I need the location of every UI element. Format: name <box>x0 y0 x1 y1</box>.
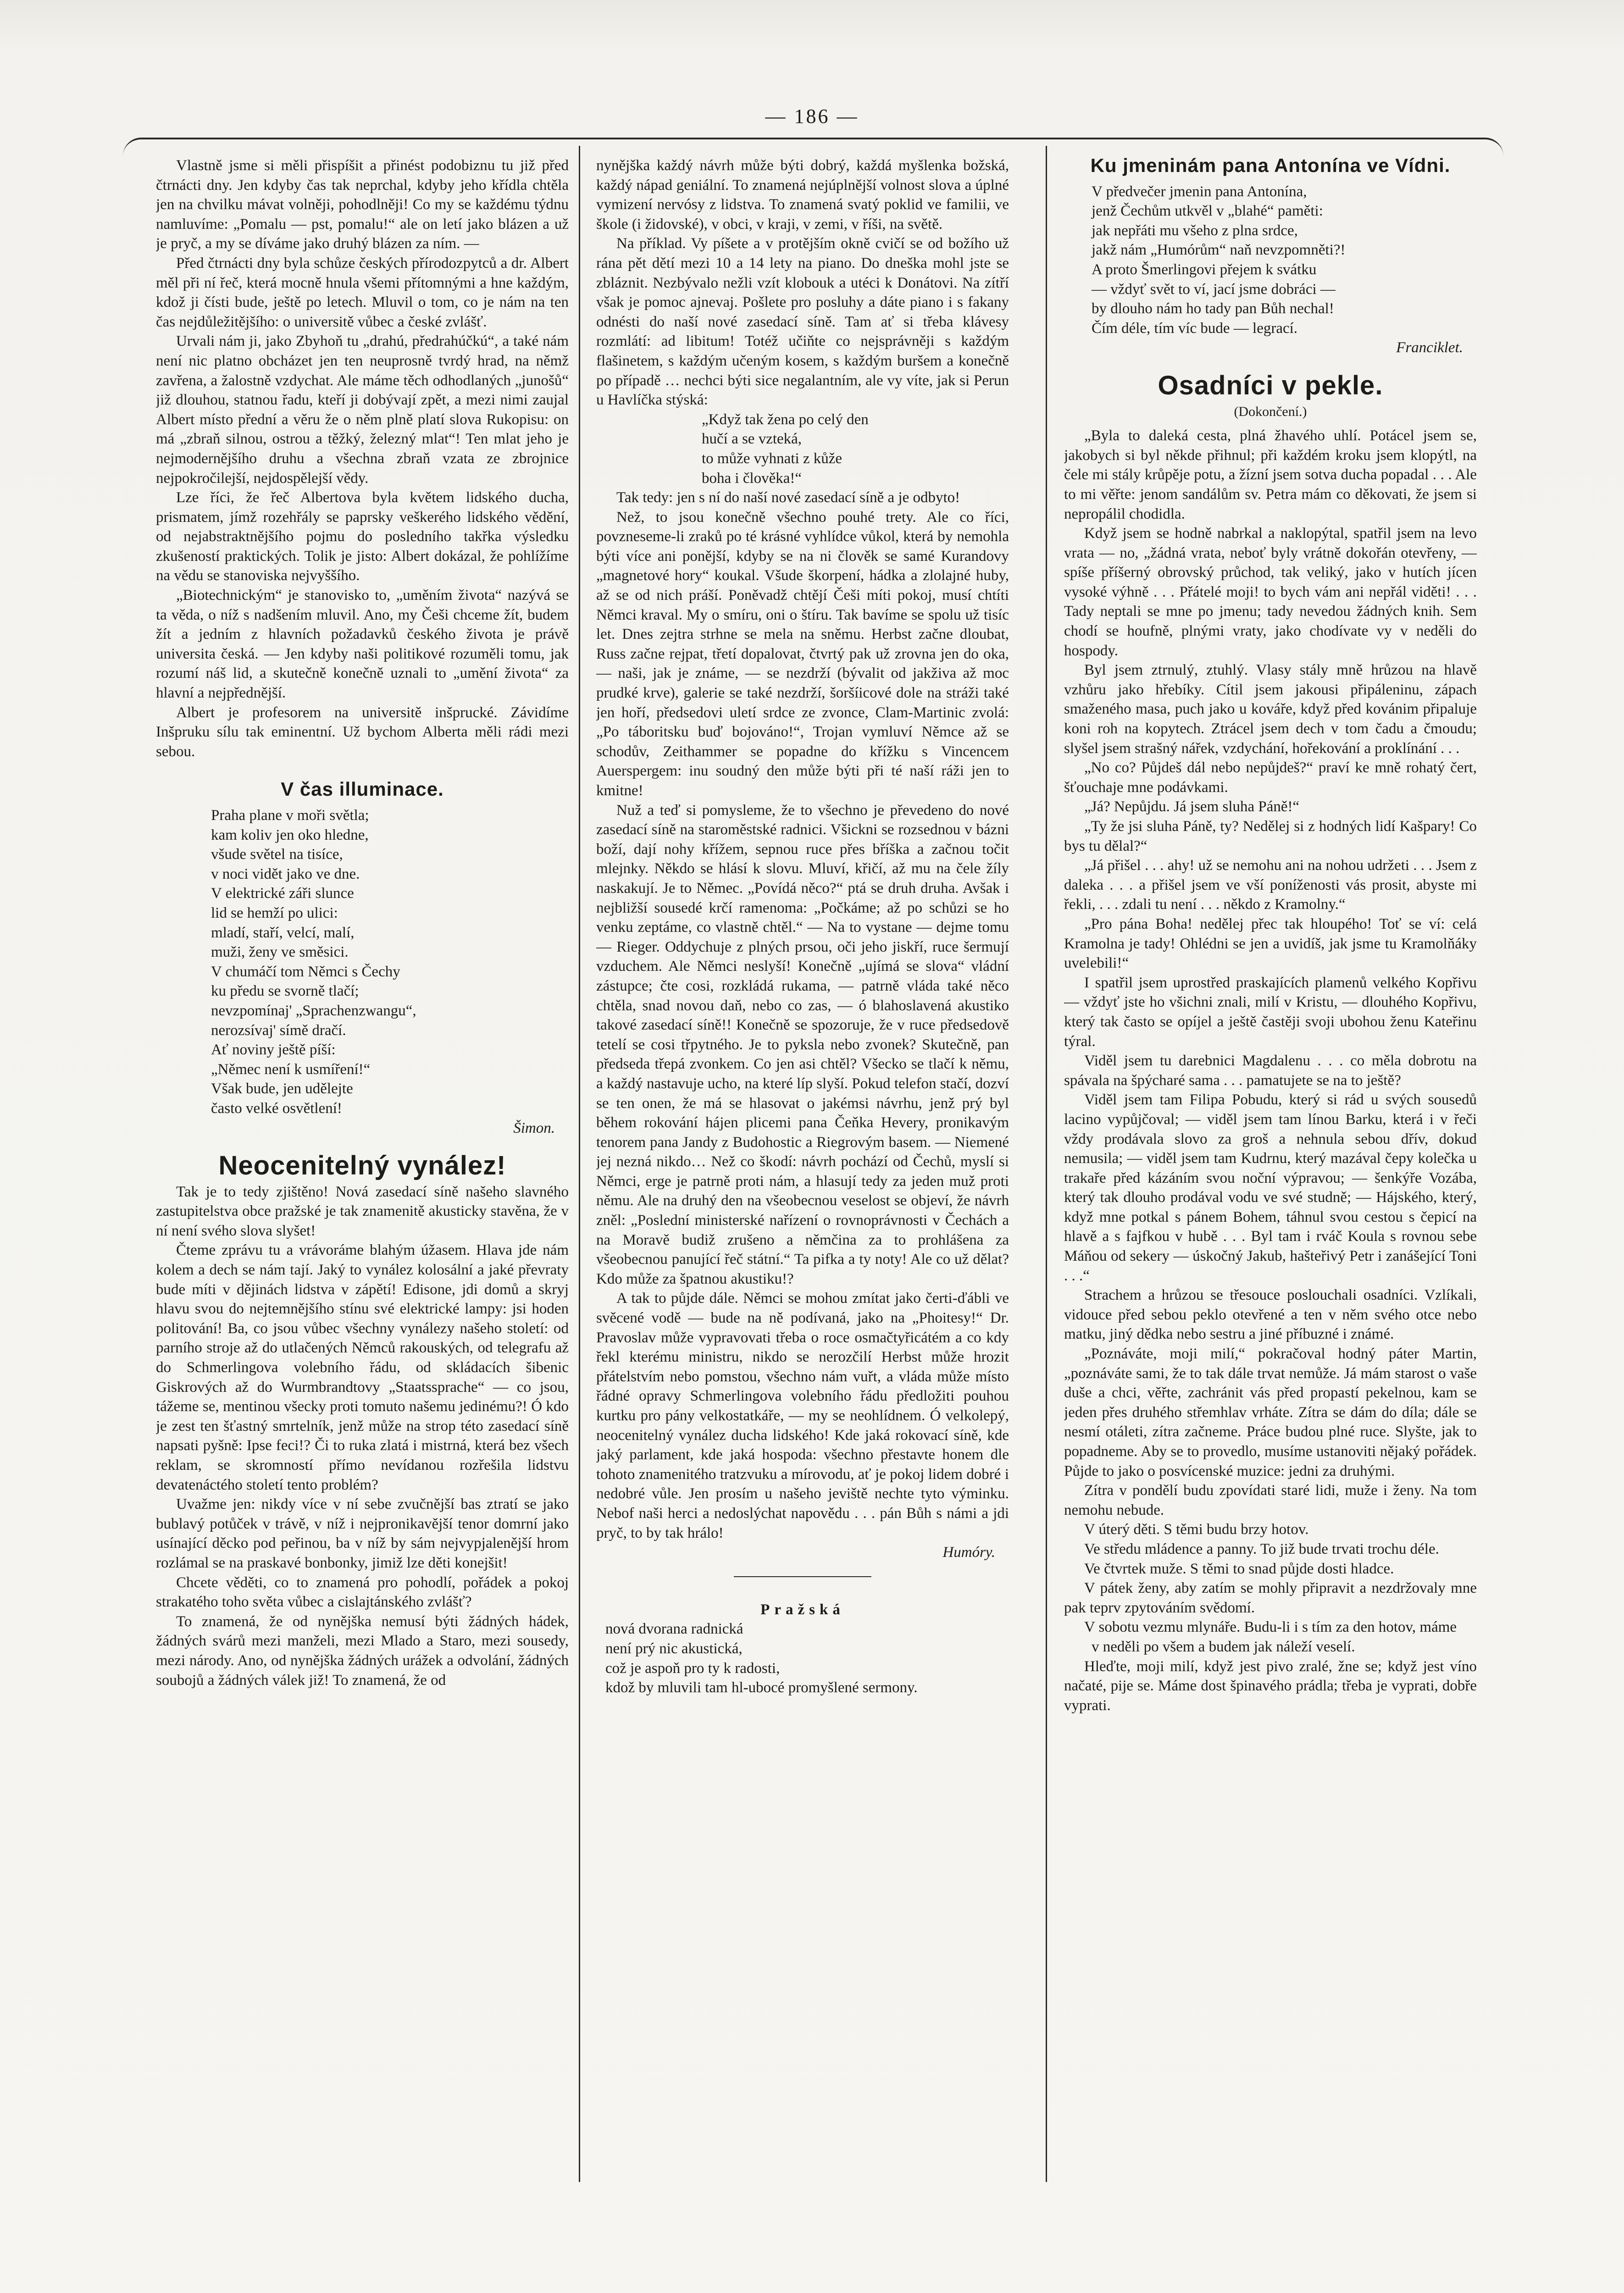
paragraph: Viděl jsem tam Filipa Pobudu, který si rád u svých sousedů lacino vypůjčoval; — viděl jsem tam línou Barku, která i v řeči vždy prodávala slovo za groš a nehnula sebou dřív, dokud nemusila; — viděl jsem tam Kudrnu, který mazával čepy kolečka u trakaře před kázáním svou noční výpravou; — šenkýře Vozába, který tak dlouho prodával vodu ve své studně; — Hájského, který, když mne potkal s pánem Bohem, táhnul svou cestou s čepicí na hlavě a s fajfkou v hubě . . . Byl tam i rváč Koula s rovnou sebe Máňou od sekery — úskočný Jakub, hašteřivý Petr i zanášející Toni . . .“ <box>1064 1091 1477 1284</box>
verse-line: Ať noviny ještě píší: <box>211 1041 336 1058</box>
verse-line: kam koliv jen oko hledne, <box>211 826 369 843</box>
verse-line: to může vyhnati z kůže <box>702 450 842 467</box>
paragraph: I spatřil jsem uprostřed praskajících plamenů velkého Kopřivu — vždyť jste ho všichni znali, milí v Kristu, — dlouhého Kopřivu, který tak často se opíjel a ještě častěji svoji ubohou ženu Kateřinu týral. <box>1064 974 1477 1050</box>
verse-line: nerozsívaj' símě dračí. <box>211 1022 346 1039</box>
verse-line: mladí, staří, velcí, malí, <box>211 924 355 941</box>
article-title-vynalez: Neocenitelný vynález! <box>218 1151 506 1181</box>
verse-line: ku předu se svorně tlačí; <box>211 983 359 1000</box>
paragraph: Nuž a teď si pomysleme, že to všechno je převedeno do nové zasedací síně na staroměstské radnici. Všickni se rozsednou v bázni boží, dají nohy křížem, sepnou ruce přes bříška a začnou točit mlejnky. Někdo se hlásí k slovu. Mluví, křičí, až mu na čele žíly naskakují. Je to Němec. „Povídá něco?“ ptá se druh druha. Avšak i nejbližší sousedé krčí ramenoma: „Počkáme; až po schůzi se ho venku zeptáme, co vlastně chtěl.“ — Na to vystane — dejme tomu — Rieger. Oddychuje z plných prsou, oči jeho jiskří, ruce šermují vzduchem. Ale Němci neslyší! Konečně „ujímá se slova“ vládní zástupce; čte cosi, rozkládá rukama, — patrně vláda také něco chtěla, snad novou daň, nebo co zas, — ó blahoslavená akustiko takové zasedací síně!! Konečně se spozoruje, že v ruce předsedově tetelí se cosi třpytného. Je to pyksla nebo zvonek? Skutečně, pan předseda třepá zvonkem. Co jen asi chtěl? Všecko se tlačí k němu, a každý nastavuje ucho, na které líp slyší. Pokud telefon stačí, dozví se ten onen, že má se hlasovat o jakémsi návrhu, jenž prý byl během rokování hájen plicemi pana Čeňka Hevery, pronikavým tenorem pana Jandy z Budohostic a Riegrovým basem. — Niemené jej nezná nikdo… Než co škodí: návrh pochází od Čechů, myslí si Němci, erge je patrně proti nám, a hlasují tedy za jeden muž proti němu. Ale na druhý den na všeobecnou veselost se objeví, že návrh zněl: „Poslední ministerské nařízení o rovnoprávnosti v Čechách a na Moravě budiž zrušeno a němčina za to prohlášena za všeobecnou panující řeč státní.“ Ta pifka a ty noty! Ale co už dělat? Kdo může za špatnou akustiku!? <box>596 802 1009 1287</box>
verse-line: nová dvorana radnická <box>605 1621 743 1638</box>
verse-line: A proto Šmerlingovi přejem k svátku <box>1092 261 1317 278</box>
paragraph: Hleďte, moji milí, když jest pivo zralé, žne se; když jest víno načaté, pije se. Máme dost špinavého prádla; třeba je vyprati, dobře vyprati. <box>1064 1658 1477 1714</box>
section-divider <box>734 1576 871 1577</box>
column-3 <box>1064 156 1477 2183</box>
column-divider <box>579 146 580 2182</box>
paragraph: nynějška každý návrh může býti dobrý, každá myšlenka božská, každý nápad geniální. To znamená nejúplnější volnost slova a úplné vymizení nervósy z lidstva. To znamená svatý poklid ve familii, ve škole (i židovské), v obci, v kraji, v zemi, v říši, na světě. <box>596 157 1009 233</box>
paragraph: V sobotu vezmu mlynáře. Budu-li i s tím za den hotov, máme <box>1084 1619 1457 1636</box>
paragraph: Albert je profesorem na universitě inšprucké. Závidíme Inšpruku sílu tak eminentní. Už bychom Alberta měli rádi mezi sebou. <box>156 704 569 760</box>
paragraph: „No co? Půjdeš dál nebo nepůjdeš?“ praví ke mně rohatý čert, šťouchaje mne podávkami. <box>1064 759 1477 796</box>
paragraph: V úterý děti. S těmi budu brzy hotov. <box>1084 1521 1309 1538</box>
verse-line: by dlouho nám ho tady pan Bůh nechal! <box>1092 300 1334 317</box>
paragraph: Chcete věděti, co to znamená pro pohodlí, pořádek a pokoj strakatého toho světa vůbec a cislajtánského zvlášť? <box>156 1574 569 1611</box>
verse-line: jakž nám „Humórům“ naň nevzpomněti?! <box>1092 242 1346 259</box>
verse-line: Však bude, jen udělejte <box>211 1080 353 1097</box>
verse-line: Praha plane v moři světla; <box>211 807 369 824</box>
verse-line: „Když tak žena po celý den <box>702 411 869 428</box>
verse-line: „Němec není k usmíření!“ <box>211 1061 371 1078</box>
paragraph: Strachem a hrůzou se třesouce poslouchali osadníci. Vzlíkali, vidouce před sebou peklo otevřené a ten v něm svého otce nebo matku, jiný dědka nebo sestru a jiné příbuzné i známé. <box>1064 1287 1477 1343</box>
verse-line: V chumáčí tom Němci s Čechy <box>211 963 400 980</box>
paragraph: Před čtrnácti dny byla schůze českých přírodozpytců a dr. Albert měl při ní řeč, která mocně hnula všemi přítomnými a hne každým, kdož ji čísti bude, ještě po letech. Mluvil o tom, co je nám na ten čas nejdůležitějšího: o universitě vůbec a české zvlášť. <box>156 255 569 330</box>
article-title-antonina: Ku jmeninám pana Antonína ve Vídni. <box>1090 156 1451 176</box>
article-subtitle: (Dokončení.) <box>1234 404 1307 419</box>
article-title-osadnici: Osadníci v pekle. <box>1158 370 1383 400</box>
paragraph: „Poznáváte, moji milí,“ pokračoval hodný páter Martin, „poznáváte sami, že to tak dále trvat nemůže. Já mám starost o vaše duše a chci, věřte, zachránit vás před propastí pekelnou, kam se jeden přes druhého střemhlav vrháte. Zítra se dám do díla; dále se nesmí otáleti, zítra začneme. Práce budou plné ruce. Slyšte, jak to popadneme. Aby se to provedlo, musíme ustanoviti nějaký pořádek. Půjde to jako o posvícenské muzice: jedni za druhými. <box>1064 1346 1477 1479</box>
verse-line: V elektrické záři slunce <box>211 885 354 902</box>
paragraph: Vlastně jsme si měli přispíšit a přinést podobiznu tu již před čtrnácti dny. Jen kdyby čas tak neprchal, kdyby jeho křídla chtěla jen na chvilku mávat volněji, pohodlněji! Co my se každému týdnu namluvíme: „Pomalu — pst, pomalu!“ ale on letí jako blázen a už je pryč, a my se díváme jako druhý blázen za ním. — <box>156 157 569 252</box>
paragraph: „Já? Nepůjdu. Já jsem sluha Páně!“ <box>1084 798 1300 815</box>
paragraph: Uvažme jen: nikdy více v ní sebe zvučnější bas ztratí se jako bublavý potůček v trávě, v níž i nejpronikavější tenor domrní jako usínající děcko pod peřinou, ba v níž by sám nejvypjalenější hrom rozlámal se na praskavé bonbonky, jimiž lze děti konejšit! <box>156 1496 569 1571</box>
paragraph: A tak to půjde dále. Němci se mohou zmítat jako čerti-ďábli ve svěcené vodě — bude na ně podívaná, jako na „Phoitesy!“ Dr. Pravoslav může vypravovati třeba o roce osmačtyřicátém a co kdy řekl kterému ministru, nikdo se nerozčilí Herbst může hrozit přátelstvím nebo pomstou, všechno nám vuřt, a vláda může místo řádné opravy Schmerlingova volebního řádu předložiti pouhou kurtku pro pány velkostatkáře, — my se neohlídnem. Ó velkolepý, neocenitelný vynález ducha lidského! Kde jaká rokovací síně, kde jaký parlament, kde jaká hospoda: všechno přestavte honem dle tohoto znamenitého tratzvuku a mírovodu, ať je pokoj lidem dobré i nedobré vůle. Jen prosím u našeho jeviště nechte tyto výminku. Nebof naši herci a nedoslýchat napovědu . . . pán Bůh s námi a jdi pryč, to by tak hrálo! <box>596 1290 1009 1541</box>
paragraph: Čteme zprávu tu a vrávoráme blahým úžasem. Hlava jde nám kolem a dech se nám tají. Jaký to vynález kolosální a jaké převraty bude míti v dějinách lidstva v zápětí! Edisone, jdi domů a skryj hlavu svou do nejtemnějšího stínu své elektrické lampy: jsi hoden politování! Ba, co jsou vůbec všechny vynálezy našeho století: od parního stroje až do utlačených Němců rakouských, od telegrafu až do Schmerlingova volebního řádu, od skládacích šibenic Giskrových až do Wurmbrandtovy „Staatssprache“ — co jsou, tážeme se, mentinou všecky proti tomuto našemu jedinému?! Ó kdo je zest ten šťastný smrtelník, jenž může na strop této zasedací síně napsati pyšně: Ipse feci!? Či to ruka zlatá i mistrná, která bez všech reklam, se skromností přímo nevídanou rozřešila lidstvu devatenáctého století tento problém? <box>156 1242 569 1493</box>
paragraph: Než, to jsou konečně všechno pouhé trety. Ale co říci, povzneseme-li zraků po té krásné vyhlídce vůkol, která by nemohla býti více ani ponější, kdyby se na ni člověk se samé Kurandovy „magnetové hory“ koukal. Všude škorpení, hádka a zlolajné huby, až se od nich práší. Poněvadž chtějí Češi míti pokoj, musí chtíti Němci kraval. My o smíru, oni o štíru. Tak bavíme se spolu už tisíc let. Dnes zejtra strhne se mela na sněmu. Herbst začne dloubat, Russ začne rejpat, třetí dopalovat, čtvrtý pak už zrovna jen do oka, — naši, jak je známe, — se nezdrží (bývalit od jakživa až moc prudké krve), galerie se také nezdrží, šoršíicové dole na stráži také jen hoří, předsedovi uletí srdce ze zvonce, Clam-Martinic zvolá: „Po táboritsku buď bojováno!“, Trojan vymluví Němce až se schodův, Zeithammer se popadne do křížku s Vincencem Auerspergem: inu soudný den může býti při té naší ráži jen to kmitne! <box>596 509 1009 799</box>
paragraph: v neděli po všem a budem jak náleží veselí. <box>1092 1638 1355 1655</box>
verse-line: není prý nic akustická, <box>605 1640 743 1657</box>
column-1 <box>156 156 569 2183</box>
paragraph: Ve čtvrtek muže. S těmi to snad půjde dosti hladce. <box>1084 1560 1394 1577</box>
paragraph: „Byla to daleká cesta, plná žhavého uhlí. Potácel jsem se, jakobych si byl někde přihnul; při každém kroku jsem klopýtl, na čele mi stály krůpěje potu, a žízní jsem sotva ducha popadal . . . Ale to mi věřte: jenom sandálům sv. Petra mám co děkovati, že jsem si nepropálil chodidla. <box>1064 427 1477 522</box>
paragraph: „Pro pána Boha! nedělej přec tak hloupého! Toť se ví: celá Kramolna je tady! Ohlédni se jen a uvidíš, jak jsme tu Kramolňáky uvelebili!“ <box>1064 915 1477 972</box>
author-signature: Humóry. <box>942 1544 995 1561</box>
verse-line: což je aspoň pro ty k radosti, <box>605 1660 780 1677</box>
paragraph: Viděl jsem tu darebnici Magdalenu . . . co měla dobrotu na spávala na špýcharé sama . . . pamatujete se na to ještě? <box>1064 1052 1477 1089</box>
verse-line: hučí a se vzteká, <box>702 431 802 448</box>
verse-line: V předvečer jmenin pana Antonína, <box>1092 183 1307 200</box>
verse-line: nevzpomínaj' „Sprachenzwangu“, <box>211 1002 416 1019</box>
author-signature: Šimon. <box>513 1119 555 1136</box>
verse-line: jenž Čechům utkvěl v „blahé“ paměti: <box>1092 203 1323 220</box>
verse-line: všude světel na tisíce, <box>211 846 343 863</box>
page-number: — 186 — <box>765 105 859 127</box>
verse-line: jak nepřáti mu všeho z plna srdce, <box>1092 222 1298 239</box>
paragraph: V pátek ženy, aby zatím se mohly připravit a nezdržovaly mne pak teprv zpytováním svědomí. <box>1064 1580 1477 1616</box>
article-title-illuminace: V čas illuminace. <box>281 778 444 800</box>
paragraph: Ve středu mládence a panny. To již bude trvati trochu déle. <box>1084 1540 1439 1557</box>
verse-line: často velké osvětlení! <box>211 1100 342 1117</box>
article-title-prazska: Pražská <box>760 1601 845 1618</box>
paragraph: Když jsem se hodně nabrkal a naklopýtal, spatřil jsem na levo vrata — no, „žádná vrata, neboť byly vrátně dokořán otevřeny, — spíše příšerný obrovský průchod, tak veliký, jako v hutích jícen vysoké výhně . . . Přátelé moji! to bych vám ani nepřál viděti! . . . Tady neptali se mne po jmenu; tady nevedou žádných knih. Sem chodí se houfně, plnými vraty, jako chodívate vy v neděli do hospody. <box>1064 525 1477 659</box>
verse-line: boha i člověka!“ <box>702 470 802 487</box>
paragraph: „Ty že jsi sluha Páně, ty? Nedělej si z hodných lidí Kašpary! Co bys tu dělal?“ <box>1064 818 1477 854</box>
verse-line: muži, ženy ve směsici. <box>211 944 349 961</box>
paragraph: „Já přišel . . . ahy! už se nemohu ani na nohou udržeti . . . Jsem z daleka . . . a přišel jsem ve vší poníženosti vás prosit, abyste mi řekli, . . . zdali tu není . . . někdo z Kramolny.“ <box>1064 857 1477 913</box>
column-2 <box>596 156 1009 2183</box>
verse-line: v noci vidět jako ve dne. <box>211 865 360 882</box>
paragraph: Tak tedy: jen s ní do naší nové zasedací síně a je odbyto! <box>616 489 960 506</box>
verse-line: kdož by mluvili tam hl-ubocé promyšlené sermony. <box>605 1679 918 1696</box>
paragraph: „Biotechnickým“ je stanovisko to, „uměním života“ nazývá se ta věda, o níž s nadšením mluvil. Ano, my Češi chceme žít, budem žít a jedním z hlavních požadavků českého života je právě universita česká. — Jen kdyby naši politikové rozuměli tomu, jak rozumí náš lid, a skutečně konečně uznali to „umění života“ za hlavní a nejpřednější. <box>156 587 569 702</box>
column-divider <box>1046 146 1047 2182</box>
paragraph: Tak je to tedy zjištěno! Nová zasedací síně našeho slavného zastupitelstva obce pražské je tak znamenitě akusticky stavěna, že v ní není svého slova slyšet! <box>156 1183 569 1239</box>
paragraph: Lze říci, že řeč Albertova byla květem lidského ducha, prismatem, jímž rozehřály se paprsky veškerého lidského vědění, od nejabstraktnějšího pojmu do posledního takřka výsledku zkušeností praktických. Tolik je jisto: Albert dokázal, že pohlížíme na vědu se stanoviska nejvyššího. <box>156 489 569 584</box>
paragraph: Byl jsem ztrnulý, ztuhlý. Vlasy stály mně hrůzou na hlavě vzhůru jako hřebíky. Cítil jsem jakousi připáleninu, zápach smaženého masa, puch jako u kováře, když před kovánim připaluje koni roh na kopytech. Ztrácel jsem dech v tom čadu a čmoudu; slyšel jsem strašný nářek, vzdychání, hořekování a proklínání . . . <box>1064 662 1477 757</box>
paragraph: To znamená, že od nynějška nemusí býti žádných hádek, žádných svárů mezi manželi, mezi Mlado a Staro, mezi sousedy, mezi národy. Ano, od nynějška žádných urážek a odvolání, žádných soubojů a žádných válek již! To znamená, že od <box>156 1613 569 1689</box>
paragraph: Na příklad. Vy píšete a v protějším okně cvičí se od božího už rána pět dětí mezi 10 a 14 lety na piano. Do dneška mohl jste se zbláznit. Nezbývalo nežli vzít klobouk a utéci k Donátovi. Na zítří však je pomoc ajnevaj. Pošlete pro posluhy a dáte piano i s fakany odnésti do naší nové zasedací síně. Tam ať si třeba klávesy rozmlátí: ad libitum! Totéž učiňte co nejsprávněji s každým flašinetem, s každým učeným kosem, s každým buršem a konečně po případě … nechci býti sice negalantním, ale vy víte, jak si Perun u Havlíčka stýská: <box>596 235 1009 409</box>
paragraph: Zítra v pondělí budu zpovídati staré lidi, muže i ženy. Na tom nemohu nebude. <box>1064 1482 1477 1518</box>
verse-line: — vždyť svět to ví, jací jsme dobráci — <box>1092 281 1336 298</box>
verse-line: lid se hemží po ulici: <box>211 904 338 921</box>
paragraph: Urvali nám ji, jako Zbyhoň tu „drahú, předrahúčkú“, a také nám není nic platno obcházet jen ten neuprosně tvrdý hrad, na němž zavřena, a žalostně vzdychat. Ale máme těch odhodlaných „junošů“ již dlouhou, statnou řadu, kteří ji dobývají zpět, a mezi nimi zaujal Albert místo přední a věru že o něm plně platí slova Rukopisu: on má „zbraň silnou, ostrou a těžký, železný mlat“! Ten mlat jeho je nejmodernějšího druhu a všechna zbraň vzata ze zbrojnice nejpokročilejší, nejdospělejší vědy. <box>156 333 569 487</box>
author-signature: Franciklet. <box>1396 339 1463 356</box>
verse-line: Čím déle, tím víc bude — legrací. <box>1092 320 1298 337</box>
